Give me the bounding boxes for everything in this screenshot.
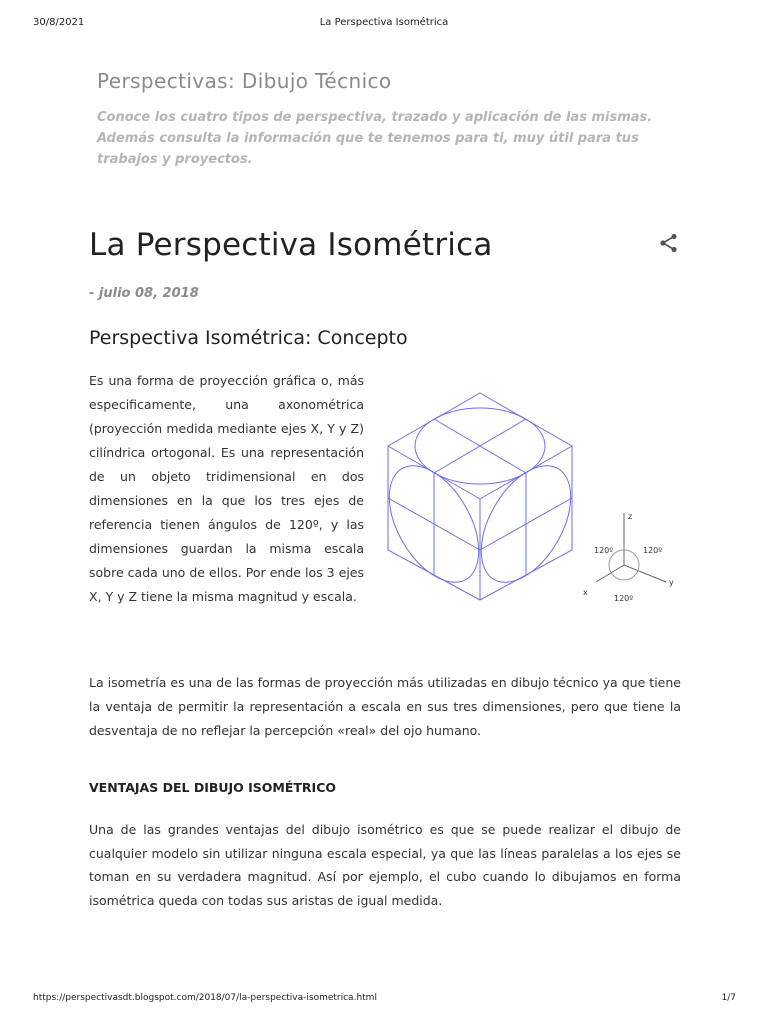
x-label: x	[583, 588, 588, 597]
print-url: https://perspectivasdt.blogspot.com/2018/07/la-perspectiva-isometrica.html	[33, 993, 377, 1003]
post-date[interactable]: - julio 08, 2018	[89, 286, 199, 301]
y-label: y	[669, 578, 674, 587]
angle-right-label: 120º	[643, 546, 663, 555]
blog-description: Conoce los cuatro tipos de perspectiva, trazado y aplicación de las mismas. Además consulta la información que te tenemos para ti, muy útil para tus trabajos y proyectos.	[97, 110, 653, 167]
isometric-axes-figure	[574, 505, 684, 605]
share-icon	[657, 231, 681, 255]
print-title: La Perspectiva Isométrica	[319, 17, 449, 28]
isometric-cube-figure	[385, 388, 575, 603]
angle-bottom-label: 120º	[614, 594, 634, 603]
z-label: z	[628, 512, 633, 521]
body-paragraph: La isometría es una de las formas de proyección más utilizadas en dibujo técnico ya que tiene la ventaja de permitir la representación a escala en sus tres dimensiones, pero que tiene la desventaja de no reflejar la percepción «real» del ojo humano.	[89, 675, 681, 738]
intro-paragraph: Es una forma de proyección gráfica o, más especificamente, una axonométrica (proyección medida mediante ejes X, Y y Z) cilíndrica ortogonal. Es una representación de un objeto tridimensional en dos dimensiones en la que los tres ejes de referencia tienen ángulos de 120º, y las dimensiones guardan la misma escala sobre cada uno de ellos. Por ende los 3 ejes X, Y y Z tiene la misma magnitud y escala.	[89, 373, 364, 604]
print-page-number: 1/7	[721, 993, 736, 1003]
share-button[interactable]	[657, 231, 681, 255]
body-paragraph: Una de las grandes ventajas del dibujo isométrico es que se puede realizar el dibujo de cualquier modelo sin utilizar ninguna escala especial, ya que las líneas paralelas a los ejes se toman en su verdadera magnitud. Así por ejemplo, el cubo cuando lo dibujamos en forma isométrica queda con todas sus aristas de igual medida.	[89, 822, 681, 908]
blog-title[interactable]: Perspectivas: Dibujo Técnico	[97, 69, 392, 93]
subheading: VENTAJAS DEL DIBUJO ISOMÉTRICO	[89, 780, 337, 795]
angle-left-label: 120º	[594, 546, 614, 555]
y-axis	[624, 565, 666, 582]
print-date: 30/8/2021	[33, 17, 85, 28]
section-heading: Perspectiva Isométrica: Concepto	[89, 327, 408, 349]
post-title: La Perspectiva Isométrica	[89, 227, 493, 263]
